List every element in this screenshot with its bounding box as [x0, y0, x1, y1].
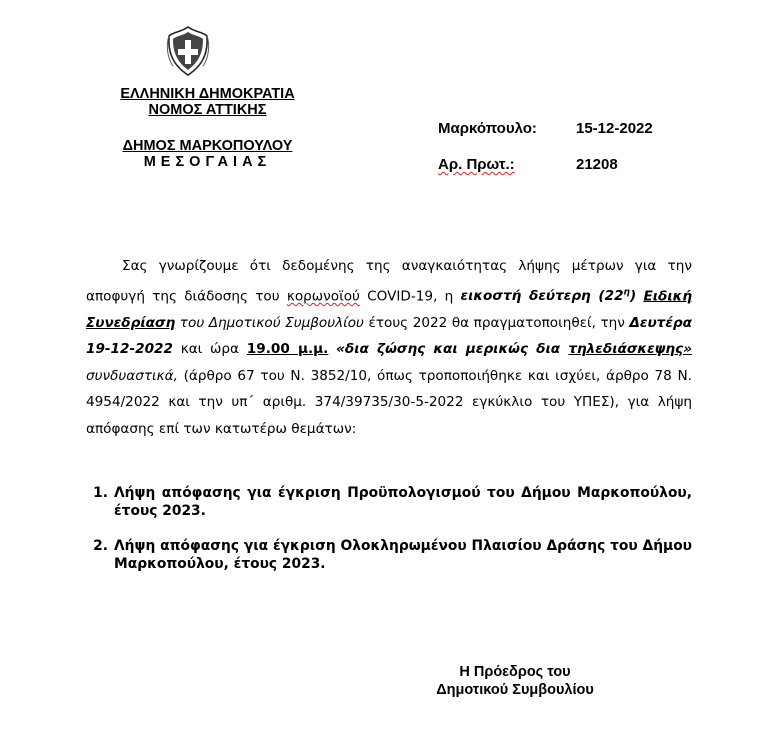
- greek-coat-of-arms-icon: [165, 24, 211, 78]
- body-text: συνδυαστικά,: [86, 367, 178, 384]
- body-text: του Δημοτικού Συμβουλίου: [175, 314, 364, 331]
- body-paragraph: [86, 253, 692, 442]
- session-mode: «δια ζώσης και μερικώς δια: [336, 341, 569, 358]
- place-date: [438, 120, 653, 137]
- document-date: 15-12-2022: [576, 120, 653, 137]
- header-prefecture: ΝΟΜΟΣ ΑΤΤΙΚΗΣ: [148, 102, 267, 118]
- signature-block: [410, 663, 620, 699]
- session-ordinal: [461, 288, 637, 304]
- place-label: Μαρκόπουλο:: [438, 120, 537, 137]
- body-text: και ώρα: [172, 341, 247, 358]
- session-time: 19.00 μ.μ.: [246, 341, 329, 358]
- protocol-number: 21208: [576, 156, 618, 173]
- body-text: Σας γνωρίζουμε ότι δεδομένης της αναγκαιότητας λήψης μέτρων για την αποφυγή της διάδοσης του: [86, 258, 692, 305]
- protocol-label: Αρ. Πρωτ.:: [438, 156, 515, 173]
- session-date: Δευτέρα 19-12-2022: [86, 314, 692, 358]
- agenda-item-number: 2.: [93, 538, 108, 554]
- body-text: COVID-19, η: [359, 288, 461, 305]
- list-item: [78, 537, 692, 573]
- header-municipality: ΔΗΜΟΣ ΜΑΡΚΟΠΟΥΛΟΥ: [122, 138, 293, 154]
- body-text: (άρθρο 67 του Ν. 3852/10, όπως τροποποιήθηκε και ισχύει, άρθρο 78 Ν. 4954/2022 και την υπ΄ αριθμ. 374/39735/30-5-2022 εγκύκλιο του ΥΠΕΣ), για λήψη απόφασης επί των κατωτέρω θεμάτων:: [86, 367, 692, 437]
- body-text: η: [623, 287, 630, 298]
- header-republic: ΕΛΛΗΝΙΚΗ ΔΗΜΟΚΡΑΤΙΑ: [120, 86, 295, 102]
- issuer-header: [95, 86, 320, 170]
- agenda-item-text: Λήψη απόφασης για έγκριση Προϋπολογισμού του Δήμου Μαρκοπούλου, έτους 2023.: [114, 485, 692, 519]
- agenda-item-number: 1.: [93, 485, 108, 501]
- list-item: [78, 484, 692, 520]
- body-text: ): [629, 288, 637, 305]
- protocol-number-row: [438, 156, 618, 173]
- body-text: κορωνοϊού: [286, 288, 360, 305]
- signature-body: Δημοτικού Συμβουλίου: [436, 682, 594, 698]
- session-mode: τηλεδιάσκεψης»: [568, 341, 692, 358]
- agenda-item-text: Λήψη απόφασης για έγκριση Ολοκληρωμένου Πλαισίου Δράσης του Δήμου Μαρκοπούλου, έτους 2023.: [114, 538, 692, 572]
- body-text: έτους 2022 θα πραγματοποιηθεί, την: [363, 314, 630, 331]
- body-text: [328, 341, 336, 357]
- agenda-list: [78, 484, 692, 590]
- signature-title: Η Πρόεδρος του: [459, 664, 571, 680]
- session-type: Ειδική Συνεδρίαση: [86, 288, 692, 331]
- body-text: εικοστή δεύτερη (22: [460, 288, 624, 305]
- header-region: ΜΕΣΟΓΑΙΑΣ: [143, 154, 272, 170]
